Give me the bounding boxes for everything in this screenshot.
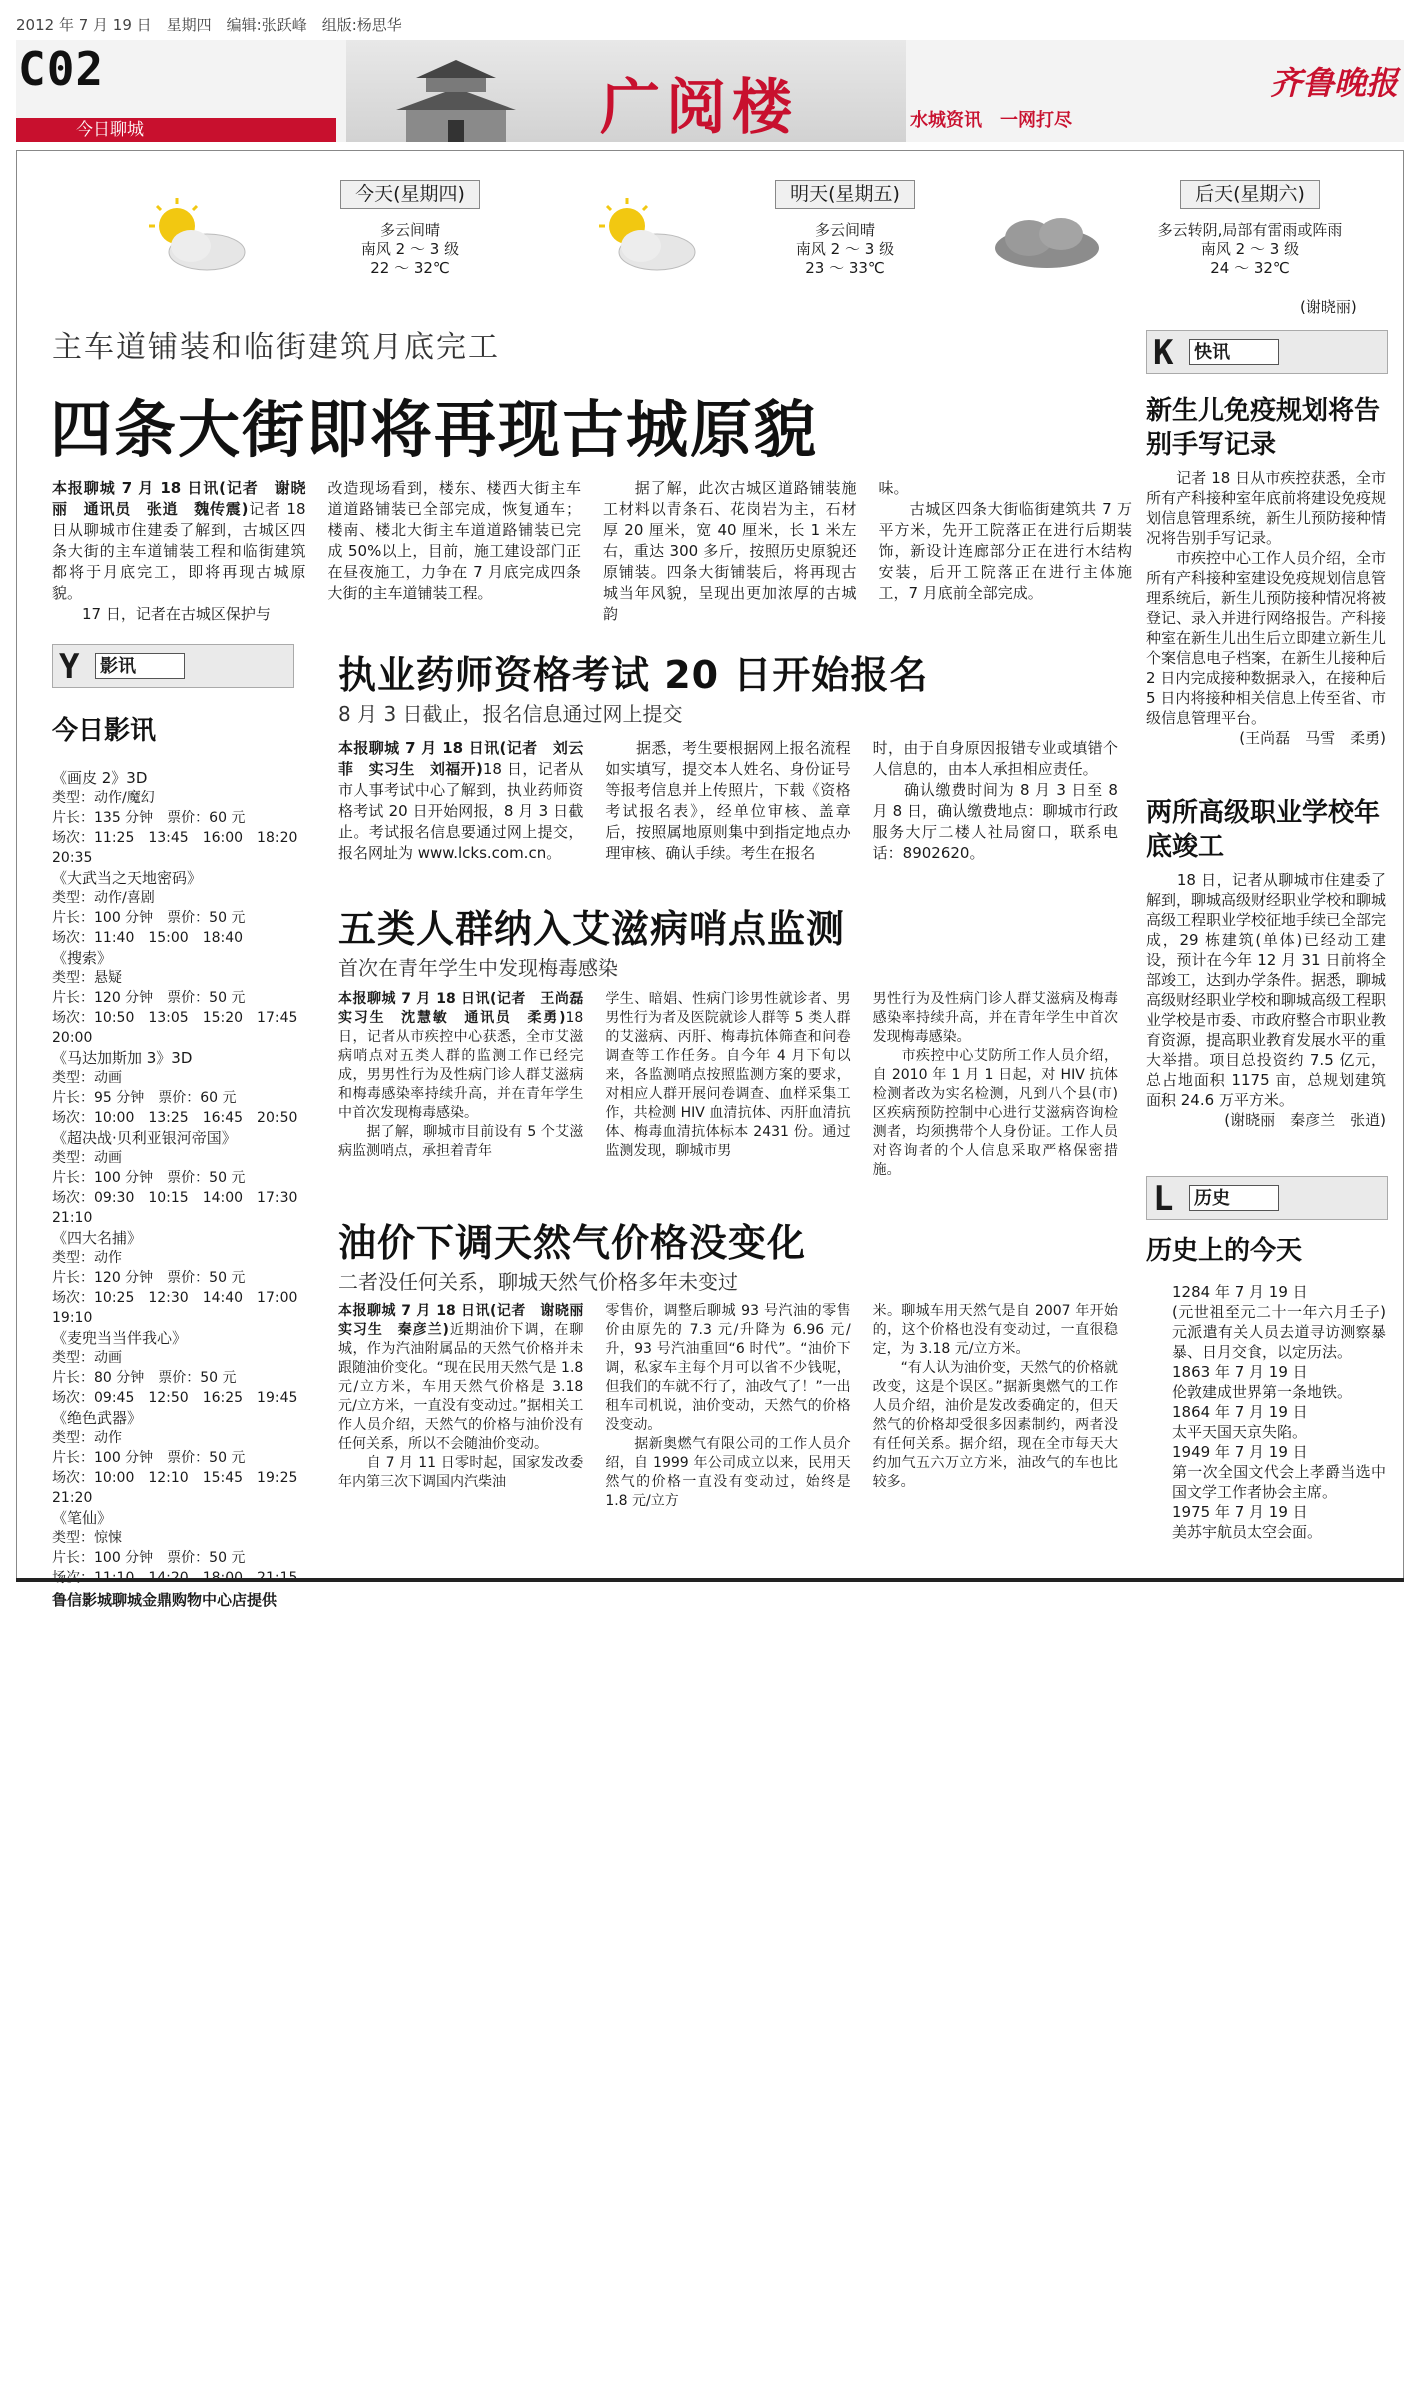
- story-byline: 本报聊城 7 月 18 日讯(记者 谢晓丽 实习生 秦彦兰): [338, 1303, 598, 1338]
- story-headline: 油价下调天然气价格没变化: [338, 1221, 807, 1265]
- movie-type: 类型：动作/喜剧: [52, 890, 155, 906]
- movie-length: 片长：100 分钟 票价：50 元: [52, 1170, 246, 1186]
- movie-item: [52, 768, 312, 868]
- movie-length: 片长：100 分钟 票价：50 元: [52, 910, 246, 926]
- dateline: 2012 年 7 月 19 日 星期四 编辑:张跃峰 组版:杨思华: [16, 16, 402, 34]
- movie-item: [52, 868, 302, 948]
- history-title: 历史上的今天: [1146, 1236, 1303, 1266]
- history-date: 1863 年 7 月 19 日: [1172, 1363, 1308, 1381]
- story-body: [338, 1302, 1118, 1511]
- story-col: [338, 990, 598, 1180]
- brief-item: [1146, 394, 1386, 748]
- story-col: 零售价，调整后聊城 93 号汽油的零售价由原先的 7.3 元/升降为 6.96 元/升，93 号汽油重回“6 时代”。“油价下调，私家车主每个月可以省不少钱呢，但我们的车就不行了，油改气了！”一出租车司机说，油价变动，天然气的价格没变动。 据新奥燃气有限公司的工作人员介绍，自 1999 年公司成立以来，民用天然气的价格一直没有变动过，始终是 1.8 元/立方: [605, 1303, 851, 1509]
- story-byline: 本报聊城 7 月 18 日讯(记者 刘云菲 实习生 刘福开): [338, 739, 584, 778]
- newspaper-name: 齐鲁晚报: [1270, 64, 1399, 102]
- brief-item: [1146, 796, 1386, 1130]
- section-letter: K: [1153, 333, 1174, 373]
- weather-sky: 多云转阴,局部有雷雨或阵雨: [1157, 221, 1343, 239]
- movie-item: [52, 1048, 302, 1128]
- history-date: 1864 年 7 月 19 日: [1172, 1403, 1308, 1421]
- history-header: [1146, 1176, 1388, 1220]
- movie-type: 类型：惊悚: [52, 1530, 122, 1546]
- story-col: [338, 1302, 598, 1511]
- brief-credit: (谢晓丽 秦彦兰 张逍): [1224, 1111, 1386, 1129]
- section-tab: 今日聊城: [16, 118, 336, 142]
- movie-item: [52, 1328, 302, 1408]
- lead-col-2: 改造现场看到，楼东、楼西大街主车道道路铺装已全部完成，恢复通车；楼南、楼北大街主车道道路铺装已完成 50%以上，目前，施工建设部门正在昼夜施工，力争在 7 月底完成四条大街的主车道铺装工程。: [327, 479, 581, 602]
- story-col: 学生、暗娼、性病门诊男性就诊者、男男性行为者及医院就诊人群等 5 类人群的艾滋病、丙肝、梅毒抗体筛查和问卷调查等工作任务。自今年 4 月下旬以来，各监测哨点按照监测方案的要求，对相应人群开展问卷调查、血样采集工作，共检测 HIV 血清抗体、丙肝血清抗体、梅毒血清抗体标本 2431 份。通过监测发现，聊城市男: [605, 991, 851, 1159]
- movie-times: 场次：10:00 13:25 16:45 20:50: [52, 1110, 298, 1126]
- brief-body: 18 日，记者从聊城市住建委了解到，聊城高级财经职业学校和聊城高级工程职业学校征地手续已全部完成，29 栋建筑(单体)已经动工建设，预计在今年 12 月 31 日前将全部竣工，达到办学条件。据悉，聊城高级财经职业学校和聊城高级工程职业学校是市委、市政府整合市职业教育资源，提高职业教育发展水平的重大举措。项目总投资约 7.5 亿元，总占地面积 1175 亩，总规划建筑面积 24.6 万平方米。: [1146, 871, 1387, 1109]
- lead-col-3: 据了解，此次古城区道路铺装施工材料以青条石、花岗岩为主，石材厚 20 厘米，宽 40 厘米，长 1 米左右，重达 300 多斤，按照历史原貌还原铺装。四条大街铺装后，将再现古城当年风貌，呈现出更加浓厚的古城韵: [603, 479, 857, 623]
- page-code: C02: [18, 42, 105, 96]
- bottom-rule: [16, 1578, 1404, 1582]
- weather-wind: 南风 2 ～ 3 级: [360, 240, 460, 258]
- movie-type: 类型：动作: [52, 1430, 122, 1446]
- page-title: 广阅楼: [600, 73, 798, 143]
- partly-sunny-icon: [585, 196, 705, 276]
- weather-sky: 多云间晴: [379, 221, 440, 239]
- weather-temp: 22 ～ 32℃: [370, 259, 450, 277]
- weather-wind: 南风 2 ～ 3 级: [795, 240, 895, 258]
- movie-name: 《麦兜当当伴我心》: [52, 1329, 188, 1347]
- lead-col-1: [52, 478, 306, 625]
- story-byline: 本报聊城 7 月 18 日讯(记者 王尚磊 实习生 沈慧敏 通讯员 柔勇): [338, 991, 598, 1026]
- story-deck: 二者没任何关系，聊城天然气价格多年未变过: [338, 1270, 738, 1294]
- weather-credit: (谢晓丽): [1300, 298, 1357, 316]
- story-text: 18 日，记者从市疾控中心获悉，全市艾滋病哨点对五类人群的监测工作已经完成，男男性行为及性病门诊人群艾滋病和梅毒感染率持续升高，并在青年学生中首次发现梅毒感染。 据了解，聊城市目前设有 5 个艾滋病监测哨点，承担着青年: [338, 1010, 584, 1159]
- movie-length: 片长：80 分钟 票价：50 元: [52, 1370, 237, 1386]
- history-event: 第一次全国文代会上孝爵当选中国文学工作者协会主席。: [1172, 1463, 1386, 1501]
- cloud-icon: [985, 210, 1105, 270]
- movie-length: 片长：120 分钟 票价：50 元: [52, 1270, 246, 1286]
- movie-length: 片长：100 分钟 票价：50 元: [52, 1450, 246, 1466]
- movie-item: [52, 1508, 302, 1588]
- movie-times: 场次：10:00 12:10 15:45 19:25 21:20: [52, 1470, 312, 1506]
- weather-temp: 24 ～ 32℃: [1210, 259, 1290, 277]
- movie-list: [52, 768, 312, 1610]
- section-label: 影讯: [95, 653, 185, 679]
- movie-type: 类型：动画: [52, 1350, 122, 1366]
- movie-name: 《笔仙》: [52, 1509, 113, 1527]
- movie-item: [52, 1128, 312, 1228]
- movie-times: 场次：10:25 12:30 14:40 17:00 19:10: [52, 1290, 312, 1326]
- movie-times: 场次：11:25 13:45 16:00 18:20 20:35: [52, 830, 312, 866]
- history-event: (元世祖至元二十一年六月壬子)元派遣有关人员去道寻访测察暴暴、日月交食，以定历法。: [1172, 1303, 1386, 1361]
- partly-sunny-icon: [135, 196, 255, 276]
- story-col: 据悉，考生要根据网上报名流程如实填写，提交本人姓名、身份证号等报考信息并上传照片，下载《资格考试报名表》，经单位审核、盖章后，按照属地原则集中到指定地点办理审核、确认手续。考生在报名: [605, 739, 851, 862]
- movie-item: [52, 948, 312, 1048]
- section-letter: L: [1153, 1179, 1174, 1219]
- slogan: 水城资讯 一网打尽: [910, 110, 1072, 131]
- story-text: 近期油价下调，在聊城，作为汽油附属品的天然气价格并未跟随油价变化。“现在民用天然气是 1.8 元/立方米，车用天然气价格是 3.18 元/立方米，一直没有变动过。”据相关工作人员介绍，天然气的价格与油价没有任何关系，所以不会随油价变动。 自 7 月 11 日零时起，国家发改委年内第三次下调国内汽柴油: [338, 1322, 584, 1490]
- movie-type: 类型：动作/魔幻: [52, 790, 155, 806]
- movie-times: 场次：11:40 15:00 18:40: [52, 930, 244, 946]
- section-label: 历史: [1189, 1185, 1279, 1211]
- weather-day-tomorrow: [745, 180, 945, 278]
- lead-text: 记者 18 日从聊城市住建委了解到，古城区四条大街的主车道铺装工程和临街建筑都将于月底完工，即将再现古城原貌。 17 日，记者在古城区保护与: [52, 500, 306, 623]
- movie-name: 《绝色武器》: [52, 1409, 143, 1427]
- story-col: 男性行为及性病门诊人群艾滋病及梅毒感染率持续升高，并在青年学生中首次发现梅毒感染。 市疾控中心艾防所工作人员介绍，自 2010 年 1 月 1 日起，对 HIV 抗体检测者改为实名检测，凡到八个县(市)区疾病预防控制中心进行艾滋病咨询检测者，均须携带个人身份证。工作人员对咨询者的个人信息采取严格保密措施。: [872, 991, 1118, 1178]
- weather-temp: 23 ～ 33℃: [805, 259, 885, 277]
- movie-length: 片长：120 分钟 票价：50 元: [52, 990, 246, 1006]
- story-body: [338, 738, 1118, 864]
- section-letter: Y: [59, 647, 80, 687]
- story-text: 18 日，记者从市人事考试中心了解到，执业药师资格考试 20 日开始网报，8 月 3 日截止。考试报名信息要通过网上提交，报名网址为 www.lcks.com.cn。: [338, 760, 584, 862]
- history-list: [1172, 1282, 1386, 1542]
- section-label: 快讯: [1189, 339, 1279, 365]
- movie-times: 场次：09:30 10:15 14:00 17:30 21:10: [52, 1190, 312, 1226]
- weather-day-label: 后天(星期六): [1180, 180, 1320, 209]
- movie-item: [52, 1408, 312, 1508]
- movie-length: 片长：95 分钟 票价：60 元: [52, 1090, 237, 1106]
- weather-day-label: 今天(星期四): [340, 180, 480, 209]
- story-col: 米。聊城车用天然气是自 2007 年开始的，这个价格也没有变动过，一直很稳定，为 3.18 元/立方米。 “有人认为油价变，天然气的价格就改变，这是个误区。”据新奥燃气的工作人员介绍，油价是发改委确定的，但天然气的价格却受很多因素制约，两者没有任何关系。据介绍，现在全市每天大约加气五六万立方米，油改气的车也比较多。: [872, 1303, 1118, 1490]
- movie-name: 《大武当之天地密码》: [52, 869, 203, 887]
- story-deck: 首次在青年学生中发现梅毒感染: [338, 956, 618, 980]
- movie-times: 场次：10:50 13:05 15:20 17:45 20:00: [52, 1010, 312, 1046]
- movie-type: 类型：悬疑: [52, 970, 122, 986]
- story-body: [338, 990, 1118, 1180]
- movie-item: [52, 1228, 312, 1328]
- brief-body: 记者 18 日从市疾控获悉，全市所有产科接种室年底前将建设免疫规划信息管理系统，新生儿预防接种情况将告别手写记录。 市疾控中心工作人员介绍，全市所有产科接种室建设免疫规划信息管理系统后，新生儿预防接种情况将被登记、录入并进行网络报告。产科接种室在新生儿出生后立即建立新生儿个案信息电子档案，在新生儿接种后 2 日内完成接种数据录入，在接种后 5 日内将接种相关信息上传至省、市级信息管理平台。: [1146, 469, 1387, 727]
- lead-headline: 四条大街即将再现古城原貌: [50, 393, 819, 466]
- movie-name: 《搜索》: [52, 949, 113, 967]
- movie-name: 《马达加斯加 3》3D: [52, 1049, 193, 1067]
- story-headline: 五类人群纳入艾滋病哨点监测: [338, 907, 846, 951]
- lead-kicker: 主车道铺装和临街建筑月底完工: [52, 330, 500, 365]
- brief-title: 两所高级职业学校年底竣工: [1146, 798, 1381, 862]
- movies-title: 今日影讯: [52, 716, 157, 746]
- lead-byline: 本报聊城 7 月 18 日讯(记者 谢晓丽 通讯员 张逍 魏传震): [52, 479, 306, 518]
- lead-col-4: 味。 古城区四条大街临街建筑共 7 万平方米，先开工院落正在进行后期装饰，新设计连廊部分正在进行木结构安装，后开工院落正在进行主体施工，7 月底前全部完成。: [878, 479, 1132, 602]
- movie-type: 类型：动画: [52, 1150, 122, 1166]
- history-date: 1284 年 7 月 19 日: [1172, 1283, 1308, 1301]
- movies-credit: 鲁信影城聊城金鼎购物中心店提供: [52, 1591, 278, 1609]
- movie-length: 片长：100 分钟 票价：50 元: [52, 1550, 246, 1566]
- weather-sky: 多云间晴: [814, 221, 875, 239]
- weather-wind: 南风 2 ～ 3 级: [1200, 240, 1300, 258]
- history-event: 伦敦建成世界第一条地铁。: [1172, 1383, 1353, 1401]
- movie-name: 《画皮 2》3D: [52, 769, 148, 787]
- movie-times: 场次：09:45 12:50 16:25 19:45: [52, 1390, 298, 1406]
- brief-credit: (王尚磊 马雪 柔勇): [1239, 729, 1386, 747]
- brief-title: 新生儿免疫规划将告别手写记录: [1146, 396, 1381, 460]
- movie-name: 《四大名捕》: [52, 1229, 143, 1247]
- history-date: 1975 年 7 月 19 日: [1172, 1503, 1308, 1521]
- weather-day-after: [1125, 180, 1375, 278]
- story-deck: 8 月 3 日截止，报名信息通过网上提交: [338, 702, 683, 726]
- movie-length: 片长：135 分钟 票价：60 元: [52, 810, 246, 826]
- story-headline: 执业药师资格考试 20 日开始报名: [338, 653, 929, 697]
- story-col: [338, 738, 583, 864]
- weather-day-today: [310, 180, 510, 278]
- weather-day-label: 明天(星期五): [775, 180, 915, 209]
- movie-type: 类型：动画: [52, 1070, 122, 1086]
- history-date: 1949 年 7 月 19 日: [1172, 1443, 1308, 1461]
- movies-header: [52, 644, 294, 688]
- lead-body: [52, 478, 1132, 625]
- movie-type: 类型：动作: [52, 1250, 122, 1266]
- tower-illustration: [396, 48, 516, 142]
- movie-name: 《超决战·贝利亚银河帝国》: [52, 1129, 237, 1147]
- story-col: 时，由于自身原因报错专业或填错个人信息的，由本人承担相应责任。 确认缴费时间为 8 月 3 日至 8 月 8 日，确认缴费地点：聊城市行政服务大厅二楼人社局窗口，联系电话：8902620。: [872, 739, 1118, 862]
- kuaixun-header: [1146, 330, 1388, 374]
- history-event: 美苏宇航员太空会面。: [1172, 1523, 1323, 1541]
- history-event: 太平天国天京失陷。: [1172, 1423, 1308, 1441]
